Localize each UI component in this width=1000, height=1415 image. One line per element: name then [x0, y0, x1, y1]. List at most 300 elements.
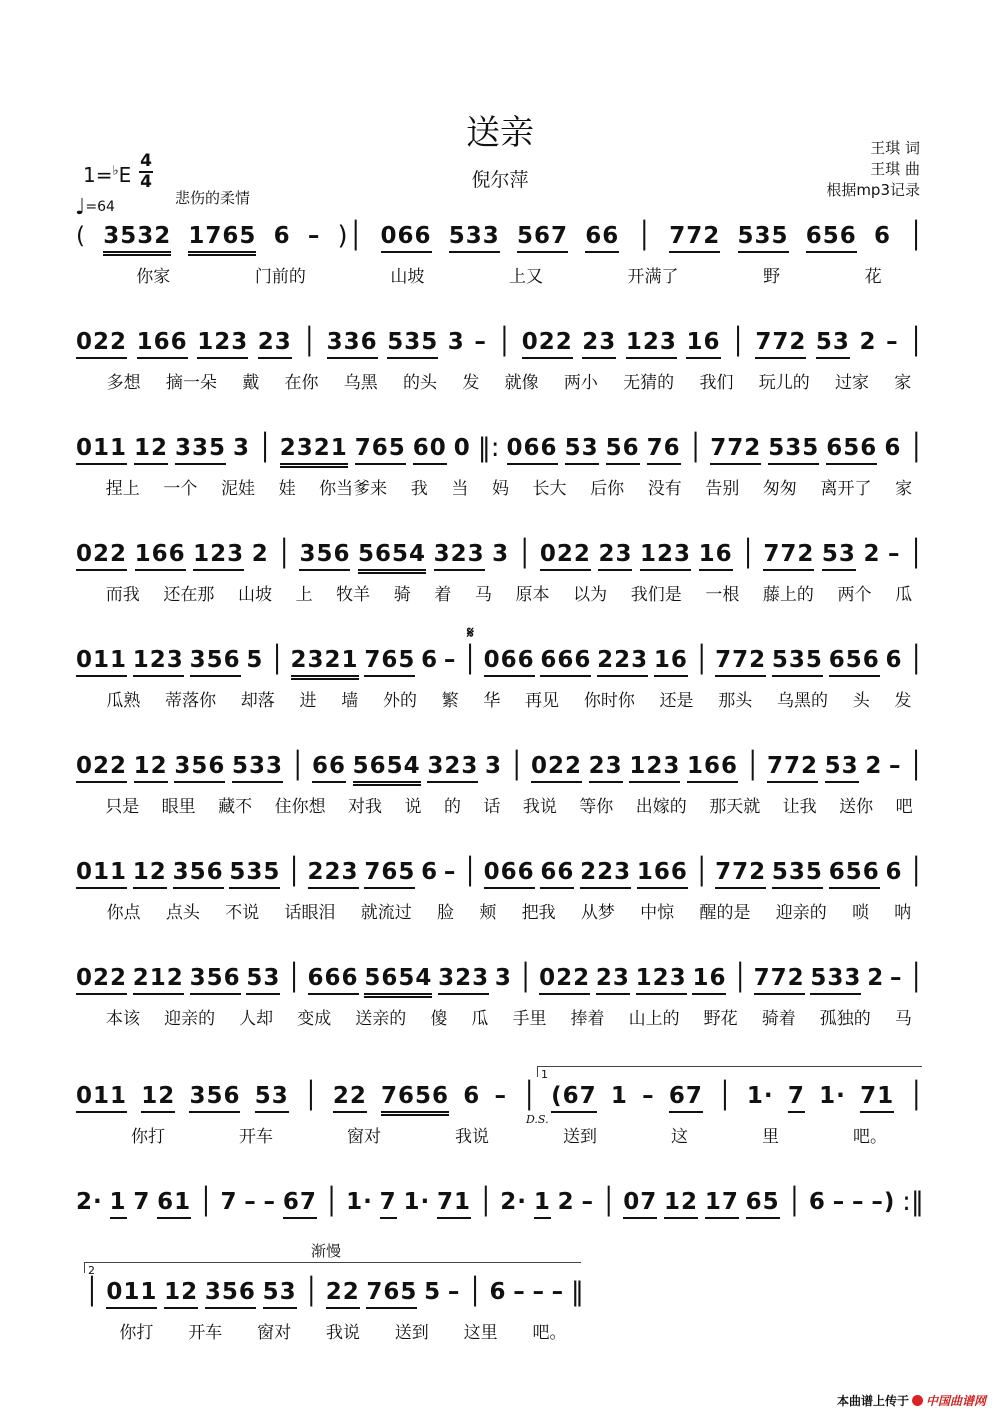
lyric-word: 进: [299, 691, 317, 711]
lyric-word: 迎亲的: [775, 903, 827, 923]
lyric-word: 你时你: [583, 691, 635, 711]
note-group: 3: [492, 541, 510, 567]
barline: │: [521, 1081, 537, 1111]
lyric-word: 话: [483, 797, 501, 817]
lyric-word: 告别: [705, 479, 740, 499]
lyric-word: 匆匆: [762, 479, 797, 499]
note-group: 3532: [103, 222, 171, 256]
note-group: 60: [413, 434, 447, 465]
barline: │: [908, 539, 924, 569]
note-group: 53: [246, 964, 280, 995]
lyric-word: 当: [451, 479, 469, 499]
quarter-note-icon: ♩: [75, 195, 86, 220]
note-group: 123: [133, 646, 184, 677]
lyric-word: 乌黑的: [776, 691, 828, 711]
barline: │: [908, 963, 924, 993]
lyrics-line: [94, 372, 924, 396]
note-group: 323: [438, 964, 489, 995]
notation-system: [76, 646, 924, 746]
note-group: 765: [355, 434, 406, 465]
note-group: 16: [699, 540, 733, 571]
lyric-word: 孤独的: [819, 1009, 871, 1029]
note-group: 123: [626, 328, 677, 359]
note-group: 1765: [188, 222, 256, 256]
note-group: 567: [517, 222, 568, 253]
notes-line: [76, 964, 924, 1004]
lyric-word: 开车: [188, 1323, 223, 1343]
note-group: 3: [447, 329, 465, 355]
barline: │: [516, 539, 533, 569]
lyric-word: 长大: [532, 479, 567, 499]
note-group: 23: [258, 328, 292, 359]
note-group: 23: [589, 752, 623, 783]
barline: │: [730, 327, 746, 357]
lyric-word: 对我: [348, 797, 383, 817]
note-group: 71: [437, 1188, 471, 1219]
note-group: 7: [220, 1189, 238, 1215]
note-group: –: [443, 647, 457, 673]
lyric-word: 我说: [325, 1323, 360, 1343]
notes-line: [76, 1082, 924, 1122]
note-group: –: [244, 1189, 257, 1215]
lyric-word: 繁: [441, 691, 459, 711]
lyric-word: 野: [763, 267, 781, 287]
barline: │: [687, 433, 704, 463]
note-group: 022: [76, 540, 127, 571]
barline: ‖: [570, 1277, 584, 1307]
note-group: 1: [110, 1188, 127, 1219]
notation-system: [76, 752, 924, 852]
lyric-word: 捏上: [105, 479, 140, 499]
note-group: 53: [565, 434, 599, 465]
lyric-word: 你打: [131, 1127, 165, 1147]
barline: │: [496, 327, 513, 357]
note-group: 1: [610, 1083, 628, 1109]
notation-system: [76, 964, 924, 1064]
note-group: 123: [629, 752, 680, 783]
note-group: –: [494, 1083, 508, 1109]
note-group: 2: [865, 753, 883, 779]
note-group: 765: [364, 646, 415, 677]
note-group: 6: [808, 1189, 826, 1215]
lyric-word: 我们是: [630, 585, 682, 605]
barline: :‖: [902, 1187, 924, 1217]
note-group: 011: [76, 858, 127, 889]
lyric-word: 从梦: [580, 903, 615, 923]
lyric-word: 说: [404, 797, 422, 817]
lyric-word: 瓜: [895, 585, 913, 605]
site-logo-icon: [912, 1395, 923, 1406]
lyric-word: 的头: [403, 373, 438, 393]
lyric-word: 乌黑: [343, 373, 378, 393]
note-group: 53: [255, 1082, 289, 1113]
lyric-word: 后你: [590, 479, 625, 499]
barline: │: [908, 857, 924, 887]
lyrics-line: [94, 478, 924, 502]
lyric-word: 我: [410, 479, 428, 499]
barline: │: [508, 751, 525, 781]
lyrics-line: [94, 1126, 924, 1150]
lyric-word: 呐: [894, 903, 912, 923]
flat-icon: ♭: [112, 163, 119, 179]
lyric-word: 吧: [895, 797, 913, 817]
note-group: 123: [193, 540, 244, 571]
note-group: –: [532, 1279, 545, 1305]
note-group: –: [581, 1189, 594, 1215]
note-group: 12: [141, 1082, 175, 1113]
lyric-word: 送亲的: [355, 1009, 407, 1029]
note-group: 12: [133, 858, 167, 889]
lyric-word: 娃: [278, 479, 296, 499]
notes-line: [76, 646, 924, 686]
lyric-word: 瓜: [471, 1009, 489, 1029]
lyric-word: 那天就: [709, 797, 761, 817]
note-group: 535: [768, 434, 819, 465]
note-group: 12: [134, 434, 168, 465]
note-group: 7: [788, 1082, 805, 1113]
note-group: 3: [494, 965, 512, 991]
note-group: 7: [380, 1188, 397, 1219]
lyric-word: 还是: [659, 691, 694, 711]
note-group: 23: [596, 964, 630, 995]
lyrics-line: [94, 690, 924, 714]
note-group: 67: [283, 1188, 317, 1219]
notes-line: [84, 1278, 584, 1318]
time-bottom: 4: [140, 172, 152, 192]
note-group: 656: [806, 222, 857, 253]
lyric-word: 妈: [491, 479, 509, 499]
lyric-word: 开满了: [627, 267, 679, 287]
note-group: 666: [308, 964, 359, 995]
lyric-word: 里: [762, 1127, 779, 1147]
barline: │: [302, 1081, 319, 1111]
note-group: –: [852, 1189, 865, 1215]
lyric-word: 你点: [106, 903, 141, 923]
note-group: –: [551, 1279, 565, 1305]
barline: │: [289, 751, 306, 781]
note-group: 6: [489, 1279, 507, 1305]
tempo-mark: [75, 195, 115, 220]
note-group: 535: [772, 646, 823, 677]
lyric-word: 出嫁的: [635, 797, 687, 817]
lyric-word: 以为: [573, 585, 608, 605]
notation-system: [76, 222, 924, 322]
lyric-word: 不说: [225, 903, 260, 923]
lyric-word: 变成: [297, 1009, 332, 1029]
notes-line: [76, 434, 924, 474]
note-group: 022: [540, 540, 591, 571]
lyric-word: 两个: [837, 585, 872, 605]
barline: │: [477, 1187, 494, 1217]
note-group: 533: [232, 752, 283, 783]
lyric-word: 骑着: [761, 1009, 796, 1029]
note-group: 61: [157, 1188, 191, 1219]
note-group: 123: [197, 328, 248, 359]
note-group: 066: [507, 434, 558, 465]
lyric-word: 窗对: [257, 1323, 292, 1343]
barline: │: [303, 1277, 319, 1307]
note-group: 066: [484, 858, 535, 889]
singer-name: 倪尔萍: [471, 169, 529, 191]
note-group: –: [832, 1189, 846, 1215]
lyric-word: 等你: [579, 797, 614, 817]
note-group: 2: [863, 541, 881, 567]
lyric-word: 人却: [239, 1009, 274, 1029]
lyric-word: 窗对: [347, 1127, 381, 1147]
lyric-word: 醒的是: [699, 903, 751, 923]
tempo-value: =64: [85, 199, 115, 215]
lyric-word: 骑: [393, 585, 411, 605]
lyric-word: 墙: [341, 691, 359, 711]
notes-line: [76, 222, 924, 262]
note-group: 2·: [76, 1189, 103, 1215]
lyric-word: 住你想: [274, 797, 326, 817]
note-group: 356: [299, 540, 350, 571]
lyric-word: 傻: [430, 1009, 448, 1029]
note-group: 772: [710, 434, 761, 465]
note-group: 5654: [353, 752, 421, 786]
note-group: –: [642, 1083, 655, 1109]
lyric-word: 你打: [119, 1323, 154, 1343]
notation-system: [76, 328, 924, 428]
note-group: 066: [484, 646, 535, 677]
notation-system: [76, 1188, 924, 1288]
notes-line: [76, 328, 924, 368]
lyric-word: 我说: [522, 797, 557, 817]
lyric-word: 摘一朵: [165, 373, 217, 393]
note-group: –: [447, 1279, 461, 1305]
barline: │: [84, 1277, 100, 1307]
note-group: 223: [580, 858, 631, 889]
note-group: 66: [312, 752, 346, 783]
footer-text: 本曲谱上传于: [836, 1394, 909, 1408]
note-group: 17: [705, 1188, 739, 1219]
note-group: 12: [664, 1188, 698, 1219]
notes-line: [76, 752, 924, 792]
barline: │: [740, 539, 756, 569]
barline: │: [286, 963, 302, 993]
lyric-word: 本该: [106, 1009, 141, 1029]
lyric-word: 两小: [563, 373, 598, 393]
lyric-word: 你家: [136, 267, 171, 287]
notation-system: [76, 540, 924, 640]
note-group: 23: [582, 328, 616, 359]
note-group: 772: [715, 858, 766, 889]
lyric-word: 的: [443, 797, 461, 817]
barline: │: [462, 645, 478, 675]
time-top: 4: [140, 151, 152, 171]
barline: │: [908, 221, 924, 251]
note-group: 011: [76, 434, 127, 465]
note-group: 5: [424, 1279, 442, 1305]
lyric-word: 再见: [525, 691, 560, 711]
lyric-word: 玩儿的: [758, 373, 810, 393]
lyrics-line: [94, 902, 924, 926]
note-group: 22: [333, 1082, 367, 1113]
notes-line: [76, 540, 924, 580]
note-group: 7656: [381, 1082, 449, 1116]
note-group: 66: [585, 222, 619, 253]
note-group: 67: [669, 1082, 703, 1113]
barline: │: [257, 433, 273, 463]
barline: │: [197, 1187, 214, 1217]
note-group: 656: [829, 646, 880, 677]
lyric-word: 吧。: [532, 1323, 567, 1343]
note-group: 53: [263, 1278, 297, 1309]
barline: │: [276, 539, 292, 569]
note-group: –: [443, 859, 457, 885]
note-group: 1·: [746, 1083, 774, 1109]
note-group: 56: [606, 434, 640, 465]
note-group: –: [889, 965, 903, 991]
lyrics-line: [94, 266, 924, 290]
lyric-word: 上又: [508, 267, 543, 287]
barline: │: [786, 1187, 803, 1217]
ritardando-mark: 渐慢: [311, 1242, 342, 1260]
note-group: 2: [859, 329, 877, 355]
lyric-word: 点头: [165, 903, 200, 923]
barline: ‖:: [477, 433, 500, 463]
note-group: 022: [76, 752, 127, 783]
note-group: 16: [654, 646, 688, 677]
footer-site[interactable]: 中国曲谱网: [925, 1394, 986, 1408]
note-group: 335: [175, 434, 226, 465]
note-group: (67: [551, 1082, 597, 1113]
note-group: 223: [597, 646, 648, 677]
note-group: 2·: [500, 1189, 528, 1215]
note-group: –: [307, 223, 321, 249]
barline: │: [323, 1187, 340, 1217]
note-group: 022: [531, 752, 582, 783]
barline: │: [286, 857, 302, 887]
note-group: 656: [826, 434, 877, 465]
note-group: 066: [381, 222, 432, 253]
note-group: 0: [453, 435, 471, 461]
lyric-word: 这: [671, 1127, 688, 1147]
lyric-word: 送到: [563, 1127, 597, 1147]
lyric-word: 戴: [242, 373, 260, 393]
lyric-word: 离开了: [820, 479, 872, 499]
lyric-word: 牧羊: [336, 585, 371, 605]
note-group: 323: [427, 752, 478, 783]
barline: │: [467, 1277, 483, 1307]
note-group: 356: [205, 1278, 256, 1309]
source-credit: 根据mp3记录: [826, 181, 920, 199]
lyric-word: 脸: [437, 903, 455, 923]
lyric-word: 在你: [284, 373, 319, 393]
lyric-word: 我们: [699, 373, 734, 393]
barline: │: [717, 1081, 733, 1111]
note-group: 6: [421, 647, 439, 673]
lyric-word: 中惊: [640, 903, 675, 923]
barline: │: [908, 1081, 924, 1111]
lyric-word: 就流过: [360, 903, 412, 923]
lyric-word: 这里: [463, 1323, 498, 1343]
notation-system: [76, 1082, 924, 1182]
note-group: 53: [816, 328, 850, 359]
lyric-word: 没有: [647, 479, 682, 499]
notes-line: [76, 858, 924, 898]
lyric-word: 一根: [705, 585, 740, 605]
barline: │: [269, 645, 285, 675]
lyric-word: 过家: [835, 373, 870, 393]
note-group: 3: [485, 753, 503, 779]
lyric-word: 山坡: [390, 267, 425, 287]
note-group: 1·: [819, 1083, 846, 1109]
key-signature: [83, 163, 131, 187]
lyric-word: 无猜的: [623, 373, 675, 393]
segno-icon: 𝄋: [467, 623, 474, 642]
lyric-word: 山上的: [628, 1009, 680, 1029]
note-group: 772: [669, 222, 720, 253]
barline: │: [744, 751, 761, 781]
barline: │: [301, 327, 318, 357]
note-group: 1: [534, 1188, 551, 1219]
lyric-word: 那头: [718, 691, 753, 711]
lyric-word: 多想: [106, 373, 141, 393]
note-group: 5654: [364, 964, 432, 998]
lyric-word: 藏不: [218, 797, 253, 817]
note-group: 022: [76, 964, 127, 995]
lyric-word: 蒂落你: [165, 691, 217, 711]
note-group: 12: [134, 752, 168, 783]
note-group: 2321: [280, 434, 348, 468]
lyric-word: 唢: [852, 903, 870, 923]
note-group: 2: [251, 541, 269, 567]
lyric-word: 手里: [512, 1009, 547, 1029]
lyric-word: 马: [474, 585, 492, 605]
lyric-word: 眼里: [161, 797, 196, 817]
note-group: 166: [137, 328, 188, 359]
volta-1-bracket: [537, 1066, 922, 1077]
note-group: 1·: [346, 1189, 373, 1215]
barline: │: [908, 645, 924, 675]
note-group: 223: [308, 858, 359, 889]
composer-credit: 王琪 曲: [870, 160, 920, 178]
note-group: 356: [190, 964, 241, 995]
note-group: 772: [767, 752, 818, 783]
barline: │: [693, 857, 710, 887]
note-group: 5: [246, 647, 264, 673]
lyric-word: 还在那: [163, 585, 215, 605]
note-group: 2: [557, 1189, 575, 1215]
lyric-word: 而我: [105, 585, 140, 605]
note-group: 2321: [291, 646, 359, 680]
lyric-word: 把我: [521, 903, 556, 923]
notation-system: [76, 434, 924, 534]
note-group: 323: [434, 540, 485, 571]
lyric-word: 只是: [105, 797, 140, 817]
lyrics-line: [94, 584, 924, 608]
note-group: 53: [825, 752, 859, 783]
note-group: 123: [640, 540, 691, 571]
note-group: 535: [772, 858, 823, 889]
note-group: 356: [174, 752, 225, 783]
note-group: 65: [746, 1188, 780, 1219]
barline: │: [908, 327, 924, 357]
volta-2-number: 2: [88, 1264, 95, 1277]
lyric-word: 吧。: [853, 1127, 887, 1147]
note-group: 6: [873, 223, 891, 249]
note-group: 765: [364, 858, 415, 889]
key-prefix: 1=: [83, 163, 113, 187]
lyric-word: 发: [462, 373, 480, 393]
note-group: 123: [636, 964, 687, 995]
note-group: 6: [463, 1083, 481, 1109]
note-group: 772: [755, 328, 806, 359]
key-note: E: [118, 163, 132, 187]
note-group: 6: [884, 435, 902, 461]
